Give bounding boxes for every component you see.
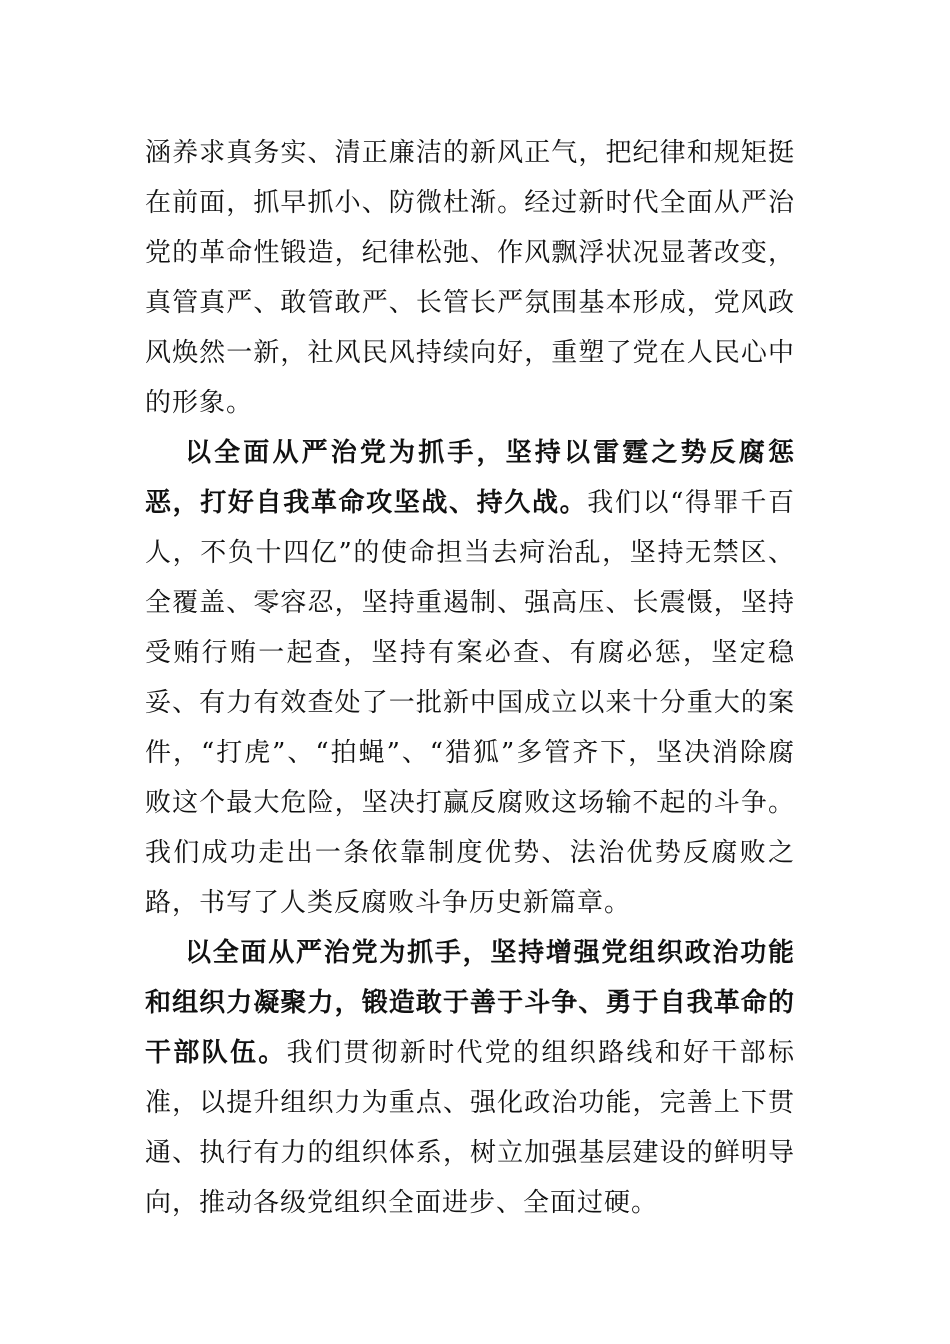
paragraph-1 (145, 128, 795, 428)
paragraph-2-lead: 以全面从严治党为抓手，坚持以雷霆之势反腐惩恶，打好自我革命攻坚战、持久战。 (145, 438, 795, 518)
paragraph-2-text: 我们以“得罪千百人，不负十四亿”的使命担当去疴治乱，坚持无禁区、全覆盖、零容忍，坚持重遏制、强高压、长震慑，坚持受贿行贿一起查，坚持有案必查、有腐必惩，坚定稳妥、有力有效查处了一批新中国成立以来十分重大的案件，“打虎”、“拍蝇”、“猎狐”多管齐下，坚决消除腐败这个最大危险，坚决打赢反腐败这场输不起的斗争。我们成功走出一条依靠制度优势、法治优势反腐败之路，书写了人类反腐败斗争历史新篇章。 (145, 488, 795, 918)
paragraph-3 (145, 928, 795, 1228)
paragraph-3-text: 我们贯彻新时代党的组织路线和好干部标准，以提升组织力为重点、强化政治功能，完善上下贯通、执行有力的组织体系，树立加强基层建设的鲜明导向，推动各级党组织全面进步、全面过硬。 (145, 1038, 795, 1218)
document-page (145, 128, 795, 1228)
paragraph-3-lead: 以全面从严治党为抓手，坚持增强党组织政治功能和组织力凝聚力，锻造敢于善于斗争、勇于自我革命的干部队伍。 (145, 938, 795, 1068)
paragraph-1-text: 涵养求真务实、清正廉洁的新风正气，把纪律和规矩挺在前面，抓早抓小、防微杜渐。经过新时代全面从严治党的革命性锻造，纪律松弛、作风飘浮状况显著改变，真管真严、敢管敢严、长管长严氛围基本形成，党风政风焕然一新，社风民风持续向好，重塑了党在人民心中的形象。 (145, 138, 795, 418)
paragraph-2 (145, 428, 795, 928)
